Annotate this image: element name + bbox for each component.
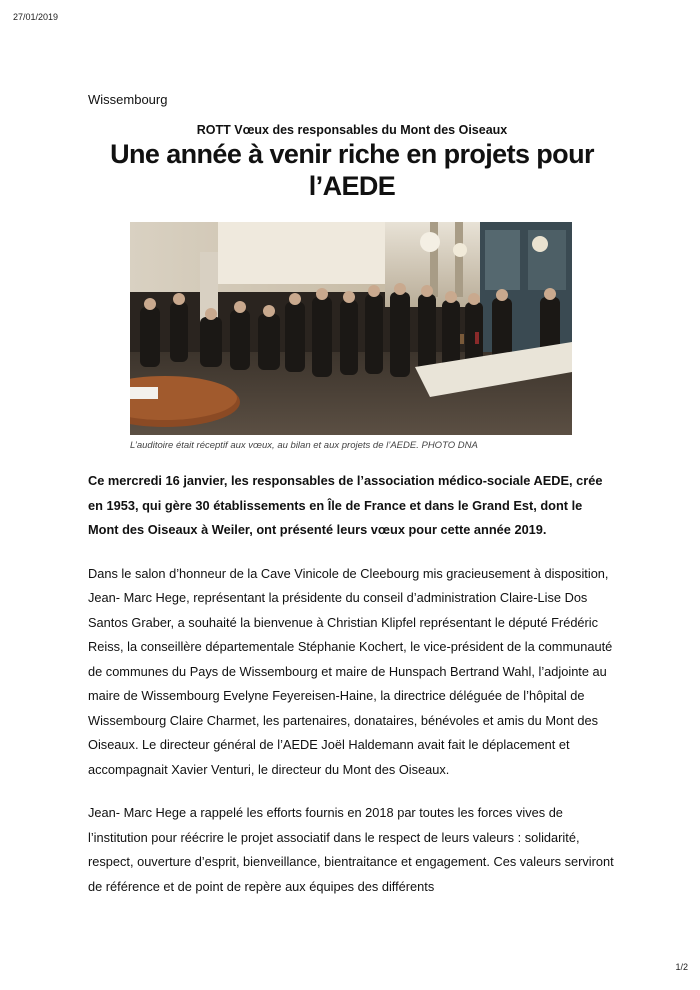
article-paragraph: Dans le salon d’honneur de la Cave Vinicole de Cleebourg mis gracieusement à disposition, Jean- Marc Hege, représentant la présidente du conseil d’administration Claire-Lise Dos Santos Graber, a souhaité la bienvenue à Christian Klipfel représentant le député Frédéric Reiss, la conseillère départementale Stéphanie Kochert, le vice-président de la communauté de communes du Pays de Wissembourg et maire de Hunspach Bertrand Wahl, l’adjointe au maire de Wissembourg Evelyne Feyereisen-Haine, la directrice déléguée de l’hôpital de Wissembourg Claire Charmet, les partenaires, donataires, bénévoles et amis du Mont des Oiseaux. Le directeur général de l’AEDE Joël Haldemann avait fait le déplacement et accompagnait Xavier Venturi, le directeur du Mont des Oiseaux. (88, 565, 613, 777)
print-date: 27/01/2019 (13, 12, 59, 22)
article-lead: Ce mercredi 16 janvier, les responsables de l’association médico-sociale AEDE, crée en 1953, qui gère 30 établissements en Île de France et dans le Grand Est, dont le Mont des Oiseaux à Weiler, ont présenté leurs vœux pour cette année 2019. (88, 473, 603, 537)
photo-caption: L’auditoire était réceptif aux vœux, au bilan et aux projets de l’AEDE. PHOTO DNA (130, 440, 478, 451)
article-photo-figure (130, 222, 572, 452)
article-kicker: ROTT Vœux des responsables du Mont des Oiseaux (196, 123, 508, 137)
article-paragraph: Jean- Marc Hege a rappelé les efforts fournis en 2018 par toutes les forces vives de l’institution pour réécrire le projet associatif dans le respect de leurs valeurs : solidarité, respect, ouverture d’esprit, bienveillance, bientraitance et engagement. Ces valeurs serviront de référence et de point de repère aux équipes des différents (88, 805, 614, 894)
page-number: 1/2 (675, 962, 688, 972)
article (88, 90, 616, 899)
article-headline: Une année à venir riche en projets pour l’AEDE (110, 139, 594, 201)
article-photo (130, 222, 572, 435)
locality-label: Wissembourg (88, 92, 168, 107)
